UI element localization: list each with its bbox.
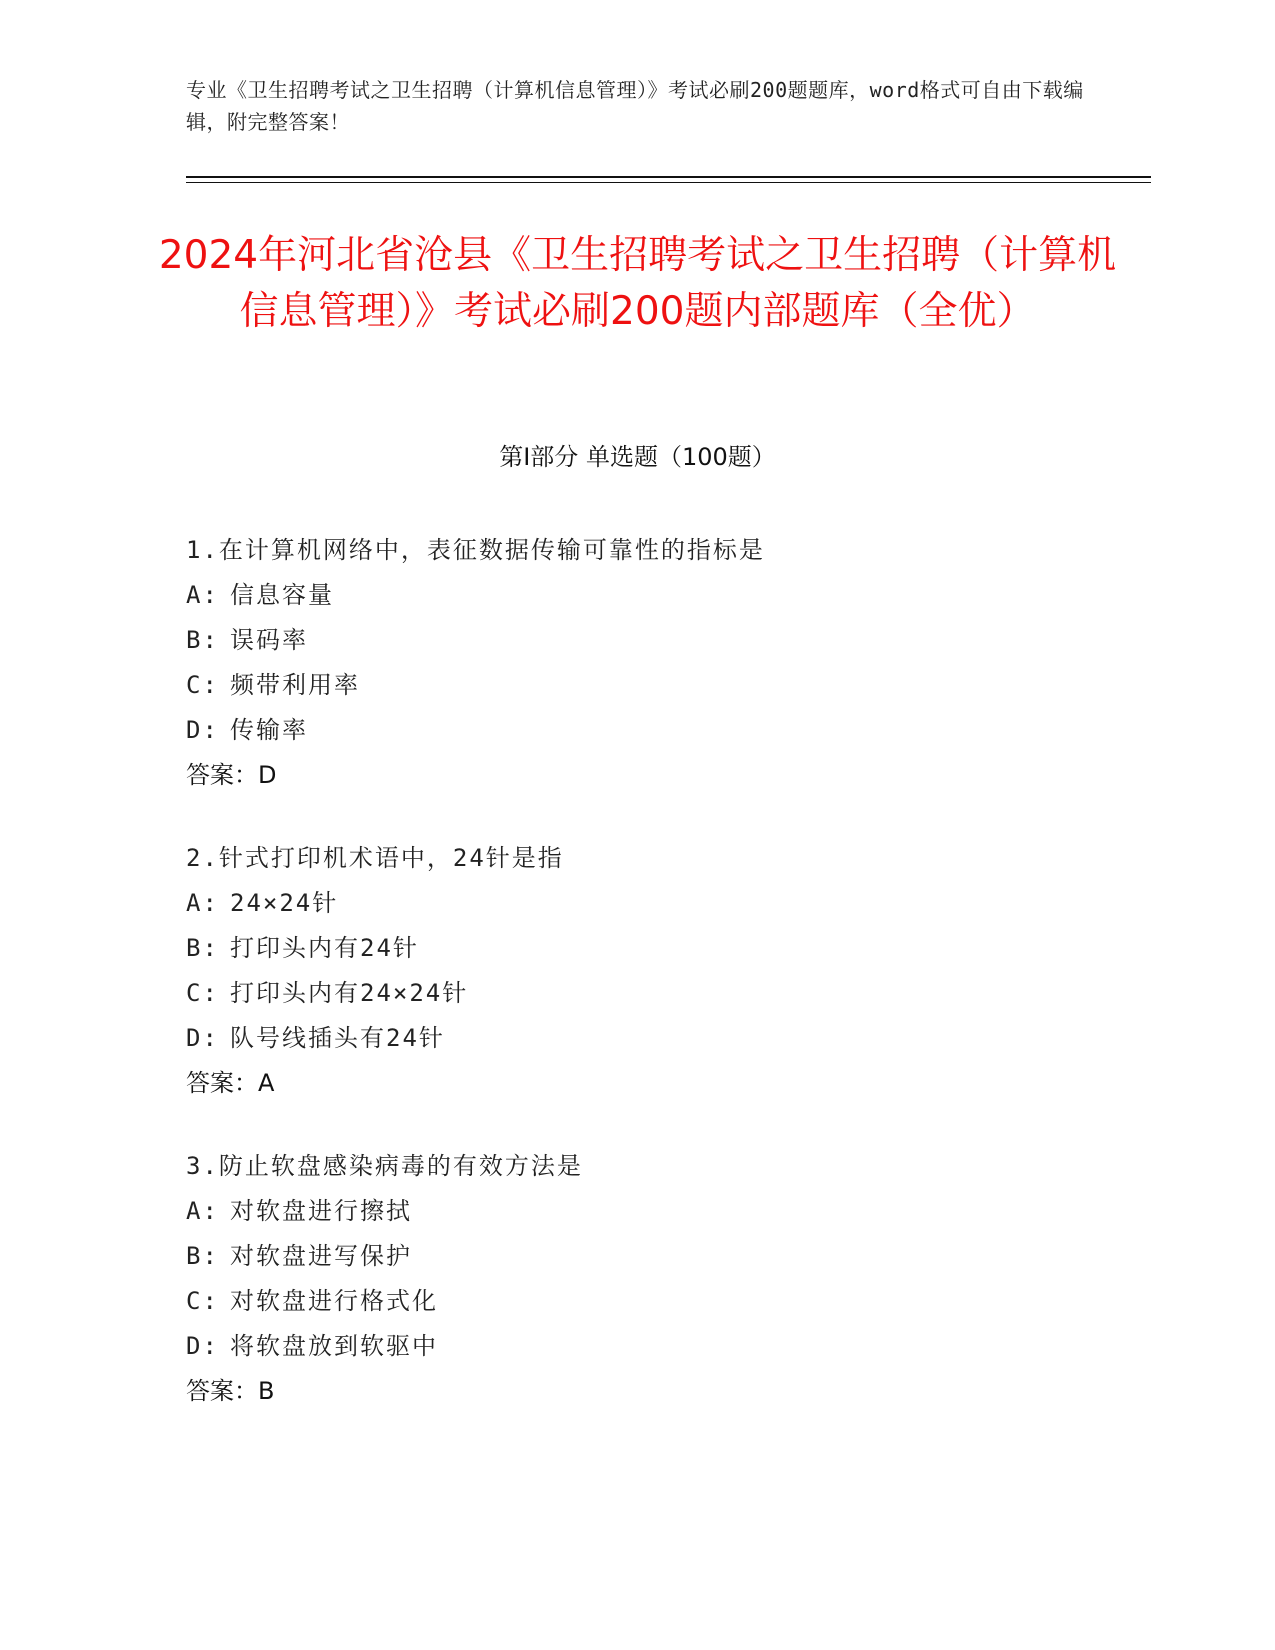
option-text: 误码率 (230, 626, 308, 654)
header-divider-thick (186, 176, 1151, 178)
option-c (186, 663, 1136, 708)
option-letter: A: (186, 581, 219, 609)
question-2 (186, 836, 1136, 1106)
option-text: 队号线插头有24针 (230, 1024, 445, 1052)
option-letter: A: (186, 1197, 219, 1225)
header-note: 专业《卫生招聘考试之卫生招聘（计算机信息管理）》考试必刷200题题库，word格式可自由下载编辑，附完整答案！ (186, 78, 1084, 134)
option-a (186, 573, 1136, 618)
option-text: 打印头内有24×24针 (230, 979, 469, 1007)
question-list (186, 528, 1136, 1452)
question-1 (186, 528, 1136, 798)
answer-line: 答案：A (186, 1069, 275, 1097)
option-d (186, 1016, 1136, 1061)
option-d (186, 1324, 1136, 1369)
option-letter: C: (186, 1287, 219, 1315)
option-b (186, 926, 1136, 971)
section-title: 第Ⅰ部分 单选题（100题） (499, 443, 776, 471)
question-3 (186, 1144, 1136, 1414)
option-b (186, 618, 1136, 663)
option-text: 频带利用率 (230, 671, 360, 699)
option-letter: D: (186, 1024, 219, 1052)
question-stem: 1.在计算机网络中，表征数据传输可靠性的指标是 (186, 536, 765, 564)
option-text: 将软盘放到软驱中 (230, 1332, 438, 1360)
option-d (186, 708, 1136, 753)
question-stem: 2.针式打印机术语中，24针是指 (186, 844, 564, 872)
option-letter: D: (186, 716, 219, 744)
answer-line: 答案：D (186, 761, 277, 789)
option-a (186, 881, 1136, 926)
document-title: 2024年河北省沧县《卫生招聘考试之卫生招聘（计算机信息管理）》考试必刷200题内部题库（全优） (158, 233, 1117, 334)
option-text: 24×24针 (230, 889, 339, 917)
option-a (186, 1189, 1136, 1234)
option-text: 对软盘进写保护 (230, 1242, 412, 1270)
option-letter: B: (186, 1242, 219, 1270)
option-c (186, 971, 1136, 1016)
option-text: 对软盘进行擦拭 (230, 1197, 412, 1225)
option-letter: C: (186, 671, 219, 699)
option-letter: B: (186, 626, 219, 654)
option-text: 打印头内有24针 (230, 934, 419, 962)
answer-line: 答案：B (186, 1377, 275, 1405)
question-stem: 3.防止软盘感染病毒的有效方法是 (186, 1152, 583, 1180)
option-letter: C: (186, 979, 219, 1007)
option-text: 对软盘进行格式化 (230, 1287, 438, 1315)
header-divider-thin (186, 182, 1151, 183)
option-text: 信息容量 (230, 581, 334, 609)
option-letter: A: (186, 889, 219, 917)
option-letter: B: (186, 934, 219, 962)
option-b (186, 1234, 1136, 1279)
option-text: 传输率 (230, 716, 308, 744)
option-c (186, 1279, 1136, 1324)
option-letter: D: (186, 1332, 219, 1360)
